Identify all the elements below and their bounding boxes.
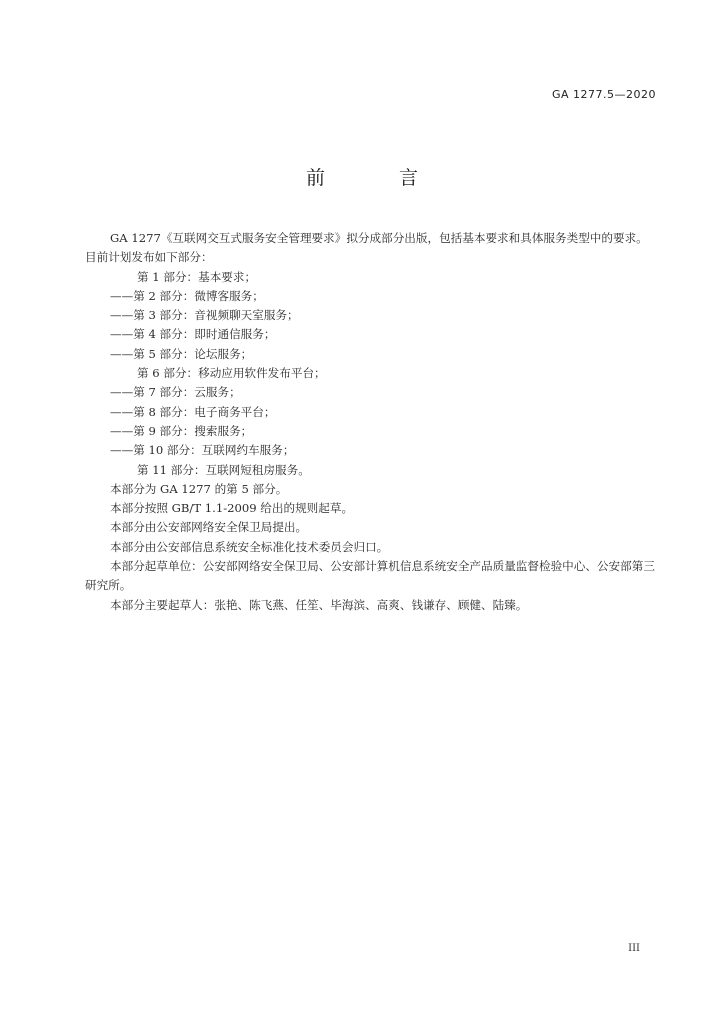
list-item: ——第 5 部分：论坛服务； bbox=[110, 346, 253, 361]
statement-drafting-units: 本部分起草单位：公安部网络安全保卫局、公安部计算机信息系统安全产品质量监督检验中心、公安部第三研究所。 bbox=[85, 559, 655, 593]
list-item: ——第 3 部分：音视频聊天室服务； bbox=[110, 308, 299, 323]
statement-proposer: 本部分由公安部网络安全保卫局提出。 bbox=[110, 520, 308, 535]
list-item: ——第 7 部分：云服务； bbox=[110, 385, 241, 400]
page-number: III bbox=[628, 943, 640, 954]
list-item: ——第 2 部分：微博客服务； bbox=[110, 288, 264, 303]
foreword-body bbox=[85, 229, 657, 615]
statement-administrator: 本部分由公安部信息系统安全标准化技术委员会归口。 bbox=[110, 539, 389, 554]
statement-part-number: 本部分为 GA 1277 的第 5 部分。 bbox=[110, 481, 288, 496]
list-item: ——第 9 部分：搜索服务； bbox=[110, 423, 253, 438]
parts-list bbox=[85, 268, 657, 480]
page-title: 前 言 bbox=[305, 167, 453, 189]
standard-code: GA 1277.5—2020 bbox=[551, 88, 656, 101]
list-item: 第 1 部分：基本要求； bbox=[137, 269, 257, 284]
list-item: 第 6 部分：移动应用软件发布平台； bbox=[137, 366, 326, 381]
intro-paragraph: GA 1277《互联网交互式服务安全管理要求》拟分成部分出版，包括基本要求和具体服务类型中的要求。目前计划发布如下部分： bbox=[85, 231, 648, 265]
list-item: 第 11 部分：互联网短租房服务。 bbox=[137, 462, 310, 477]
list-item: ——第 10 部分：互联网约车服务； bbox=[110, 443, 295, 458]
statement-drafting-rules: 本部分按照 GB/T 1.1-2009 给出的规则起草。 bbox=[110, 501, 354, 516]
statement-drafters: 本部分主要起草人：张艳、陈飞燕、任笙、毕海滨、高爽、钱谦存、顾健、陆臻。 bbox=[110, 597, 528, 612]
list-item: ——第 4 部分：即时通信服务； bbox=[110, 327, 276, 342]
list-item: ——第 8 部分：电子商务平台； bbox=[110, 404, 276, 419]
